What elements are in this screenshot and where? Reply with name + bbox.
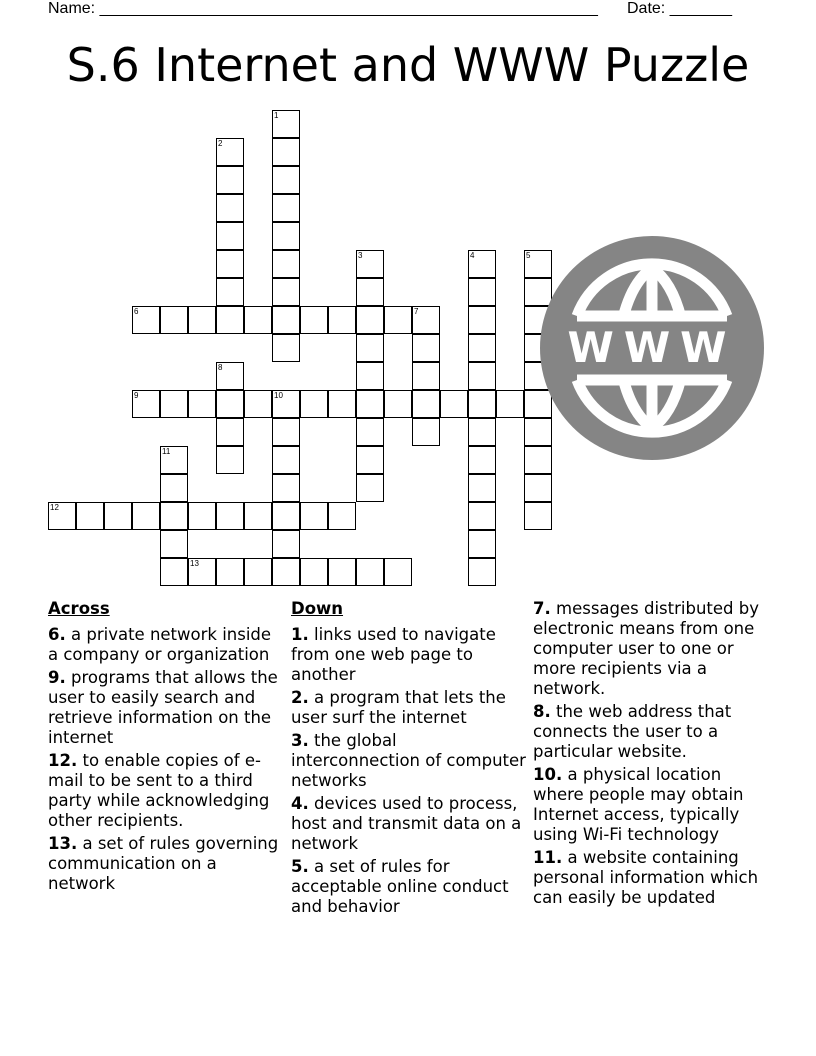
clue-down-4 xyxy=(291,794,527,854)
clue-text: programs that allows the user to easily search and retrieve information on the internet xyxy=(48,668,278,747)
crossword-cell xyxy=(468,250,496,278)
crossword-cell xyxy=(160,474,188,502)
clue-down-1 xyxy=(291,625,527,685)
cell-number: 12 xyxy=(50,503,59,512)
clue-text: a set of rules governing communication on a network xyxy=(48,834,279,893)
date-field-label: Date: _______ xyxy=(627,0,732,17)
crossword-cell xyxy=(216,502,244,530)
crossword-cell xyxy=(356,390,384,418)
crossword-cell xyxy=(300,306,328,334)
crossword-cell xyxy=(216,278,244,306)
name-field-label: Name: ________________________________________________________ xyxy=(48,0,598,17)
crossword-cell xyxy=(468,418,496,446)
crossword-cell xyxy=(216,558,244,586)
crossword-cell xyxy=(272,474,300,502)
crossword-cell xyxy=(468,558,496,586)
crossword-cell xyxy=(468,334,496,362)
crossword-cell xyxy=(468,530,496,558)
crossword-cell xyxy=(356,334,384,362)
crossword-cell xyxy=(216,390,244,418)
crossword-cell xyxy=(216,250,244,278)
clue-down-10 xyxy=(533,765,769,845)
clue-text: the global interconnection of computer networks xyxy=(291,731,526,790)
clue-text: messages distributed by electronic means from one computer user to one or more recipients via a network. xyxy=(533,599,759,698)
clue-down-8 xyxy=(533,702,769,762)
crossword-cell xyxy=(160,502,188,530)
crossword-cell xyxy=(468,390,496,418)
crossword-cell xyxy=(328,306,356,334)
clue-text: the web address that connects the user to a particular website. xyxy=(533,702,732,761)
crossword-cell xyxy=(272,194,300,222)
cell-number: 4 xyxy=(470,251,475,260)
cell-number: 8 xyxy=(218,363,223,372)
crossword-cell xyxy=(524,474,552,502)
down-clues-continued xyxy=(533,599,769,911)
crossword-cell xyxy=(244,558,272,586)
crossword-cell xyxy=(160,306,188,334)
cell-number: 10 xyxy=(274,391,283,400)
crossword-cell xyxy=(356,474,384,502)
crossword-cell xyxy=(272,502,300,530)
clue-text: a website containing personal information which can easily be updated xyxy=(533,848,759,907)
crossword-cell xyxy=(272,222,300,250)
crossword-cell xyxy=(356,250,384,278)
cell-number: 13 xyxy=(190,559,199,568)
across-clues xyxy=(48,599,284,897)
crossword-cell xyxy=(244,306,272,334)
page-title: S.6 Internet and WWW Puzzle xyxy=(66,38,750,92)
clue-number: 3. xyxy=(291,731,309,750)
clue-number: 1. xyxy=(291,625,309,644)
crossword-cell xyxy=(468,474,496,502)
globe-www-icon xyxy=(540,236,764,460)
crossword-cell xyxy=(216,446,244,474)
crossword-cell xyxy=(272,558,300,586)
clue-down-3 xyxy=(291,731,527,791)
crossword-cell xyxy=(160,530,188,558)
cell-number: 3 xyxy=(358,251,363,260)
crossword-cell xyxy=(188,306,216,334)
crossword-cell xyxy=(272,446,300,474)
down-heading: Down xyxy=(291,599,344,618)
cell-number: 9 xyxy=(134,391,139,400)
crossword-cell xyxy=(440,390,468,418)
crossword-cell xyxy=(272,278,300,306)
across-heading: Across xyxy=(48,599,110,618)
globe-label: WWW xyxy=(567,323,737,372)
crossword-cell xyxy=(216,362,244,390)
clue-across-6 xyxy=(48,625,284,665)
crossword-cell xyxy=(468,362,496,390)
crossword-cell xyxy=(356,306,384,334)
crossword-cell xyxy=(216,166,244,194)
clue-number: 11. xyxy=(533,848,563,867)
crossword-cell xyxy=(412,418,440,446)
crossword-cell xyxy=(328,502,356,530)
crossword-cell xyxy=(384,306,412,334)
crossword-cell xyxy=(300,502,328,530)
crossword-cell xyxy=(328,390,356,418)
crossword-cell xyxy=(160,558,188,586)
cell-number: 2 xyxy=(218,139,223,148)
crossword-cell xyxy=(272,390,300,418)
crossword-cell xyxy=(272,138,300,166)
crossword-cell xyxy=(496,390,524,418)
clue-text: a private network inside a company or organization xyxy=(48,625,272,664)
clue-down-11 xyxy=(533,848,769,908)
crossword-cell xyxy=(272,334,300,362)
cell-number: 5 xyxy=(526,251,531,260)
clue-text: a physical location where people may obtain Internet access, typically using Wi-Fi technology xyxy=(533,765,744,844)
clue-text: devices used to process, host and transmit data on a network xyxy=(291,794,522,853)
crossword-cell xyxy=(384,558,412,586)
clue-number: 6. xyxy=(48,625,66,644)
clue-down-7 xyxy=(533,599,769,699)
cell-number: 11 xyxy=(162,447,171,456)
crossword-cell xyxy=(468,306,496,334)
crossword-cell xyxy=(300,390,328,418)
crossword-cell xyxy=(216,306,244,334)
crossword-cell xyxy=(216,222,244,250)
clue-number: 8. xyxy=(533,702,551,721)
clue-number: 9. xyxy=(48,668,66,687)
clue-text: a program that lets the user surf the internet xyxy=(291,688,506,727)
clue-across-13 xyxy=(48,834,284,894)
crossword-cell xyxy=(356,446,384,474)
clue-down-2 xyxy=(291,688,527,728)
crossword-cell xyxy=(272,110,300,138)
clue-text: a set of rules for acceptable online conduct and behavior xyxy=(291,857,509,916)
crossword-cell xyxy=(412,306,440,334)
crossword-cell xyxy=(76,502,104,530)
crossword-cell xyxy=(272,530,300,558)
crossword-cell xyxy=(468,502,496,530)
crossword-cell xyxy=(188,502,216,530)
crossword-cell xyxy=(132,390,160,418)
cell-number: 6 xyxy=(134,307,139,316)
clue-down-5 xyxy=(291,857,527,917)
cell-number: 7 xyxy=(414,307,419,316)
clue-across-9 xyxy=(48,668,284,748)
crossword-cell xyxy=(188,390,216,418)
crossword-cell xyxy=(188,558,216,586)
crossword-cell xyxy=(412,334,440,362)
crossword-cell xyxy=(412,362,440,390)
crossword-cell xyxy=(160,446,188,474)
crossword-cell xyxy=(244,502,272,530)
crossword-cell xyxy=(468,278,496,306)
crossword-cell xyxy=(384,390,412,418)
crossword-cell xyxy=(132,306,160,334)
crossword-cell xyxy=(132,502,160,530)
crossword-cell xyxy=(328,558,356,586)
clue-number: 12. xyxy=(48,751,78,770)
clue-text: to enable copies of e-mail to be sent to a third party while acknowledging other recipients. xyxy=(48,751,270,830)
crossword-cell xyxy=(48,502,76,530)
crossword-cell xyxy=(356,278,384,306)
crossword-cell xyxy=(356,558,384,586)
clue-number: 5. xyxy=(291,857,309,876)
cell-number: 1 xyxy=(274,111,279,120)
crossword-cell xyxy=(244,390,272,418)
crossword-cell xyxy=(356,362,384,390)
crossword-cell xyxy=(300,558,328,586)
crossword-cell xyxy=(272,166,300,194)
clue-across-12 xyxy=(48,751,284,831)
crossword-cell xyxy=(216,418,244,446)
clue-number: 7. xyxy=(533,599,551,618)
clue-number: 13. xyxy=(48,834,78,853)
clue-number: 4. xyxy=(291,794,309,813)
crossword-cell xyxy=(272,306,300,334)
crossword-cell xyxy=(468,446,496,474)
crossword-cell xyxy=(356,418,384,446)
crossword-cell xyxy=(160,390,188,418)
crossword-cell xyxy=(216,194,244,222)
clue-number: 2. xyxy=(291,688,309,707)
crossword-cell xyxy=(272,250,300,278)
crossword-cell xyxy=(104,502,132,530)
crossword-cell xyxy=(272,418,300,446)
crossword-cell xyxy=(412,390,440,418)
crossword-cell xyxy=(524,502,552,530)
clue-text: links used to navigate from one web page to another xyxy=(291,625,496,684)
crossword-cell xyxy=(216,138,244,166)
clue-number: 10. xyxy=(533,765,563,784)
down-clues xyxy=(291,599,527,920)
